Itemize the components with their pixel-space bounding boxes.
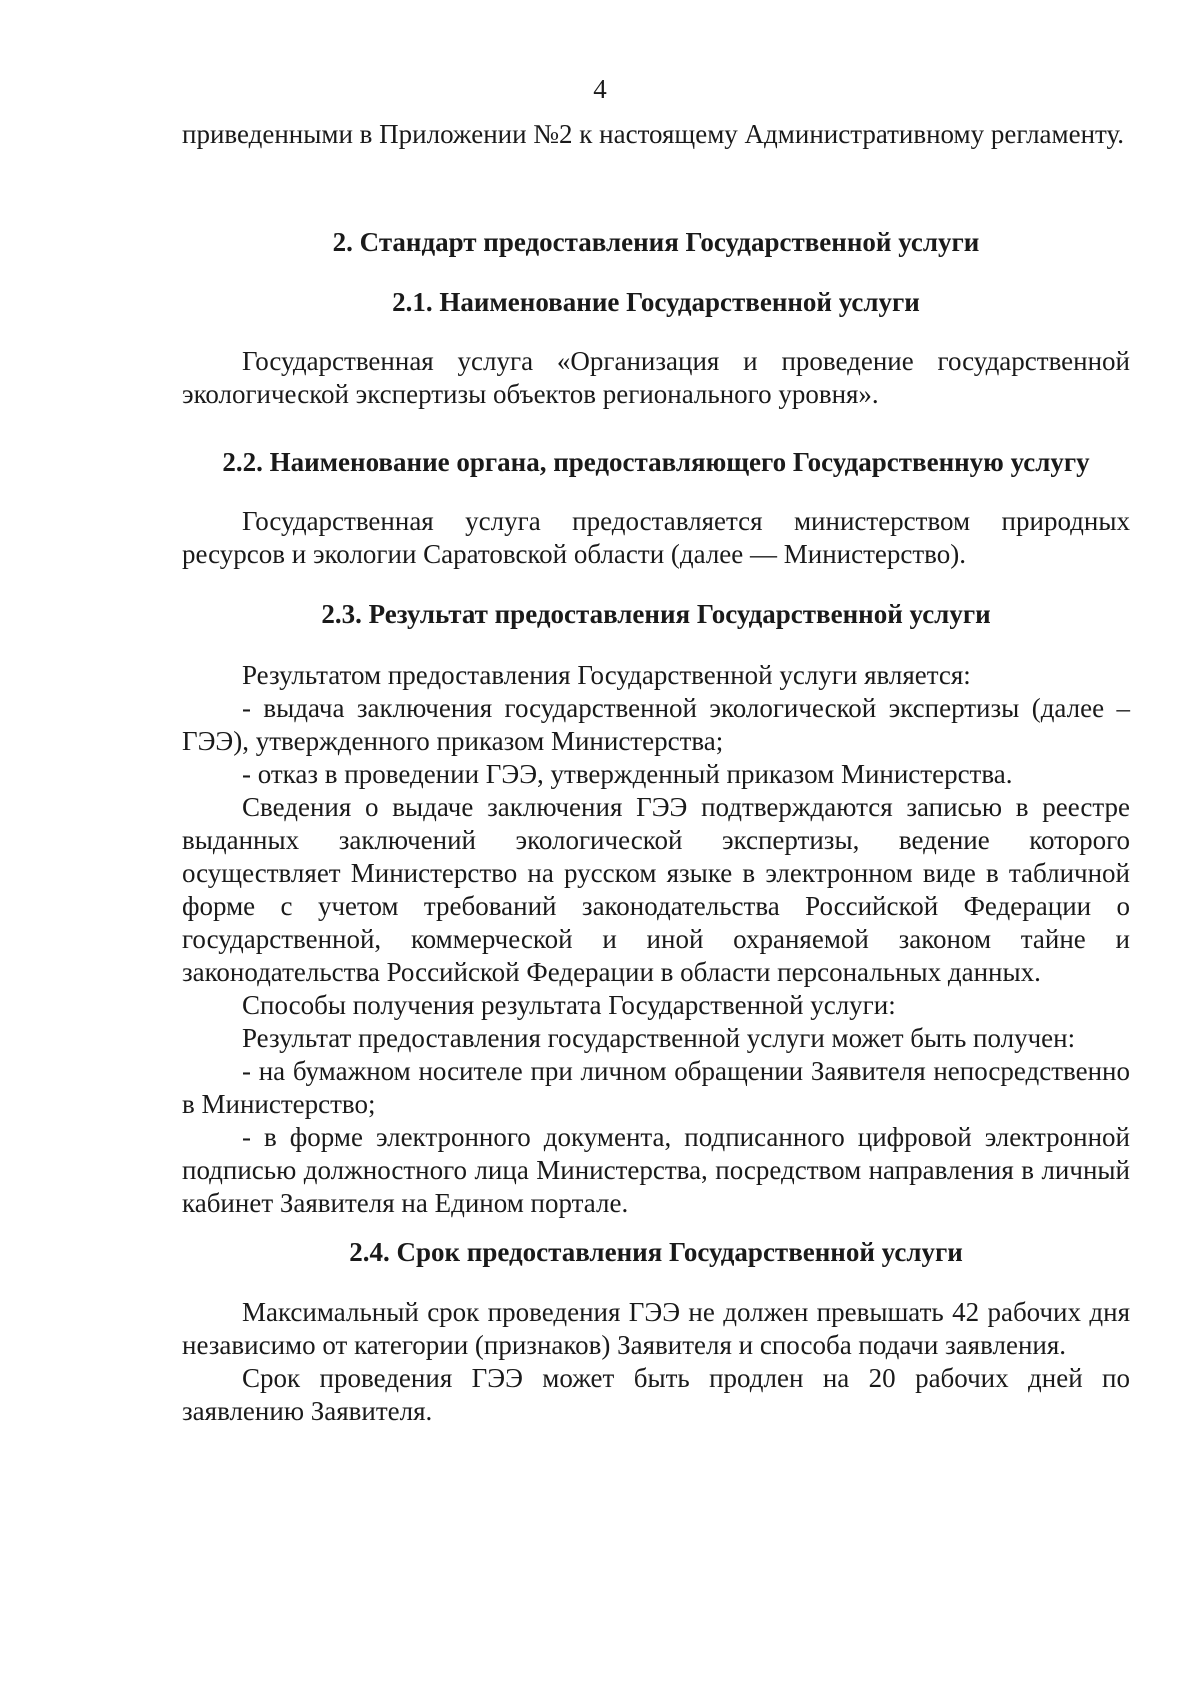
section-2-3-heading: 2.3. Результат предоставления Государственной услуги [321, 599, 991, 629]
intro-block [182, 118, 1130, 151]
method-electronic: - в форме электронного документа, подписанного цифровой электронной подписью должностного лица Министерства, посредством направления в личный кабинет Заявителя на Едином портале. [182, 1122, 1130, 1218]
method-paper: - на бумажном носителе при личном обращении Заявителя непосредственно в Министерство; [182, 1056, 1130, 1119]
section-2-3-body [182, 659, 1130, 1220]
section-2-4-heading: 2.4. Срок предоставления Государственной услуги [349, 1237, 963, 1267]
page-number: 4 [593, 74, 607, 104]
section-2-1-heading: 2.1. Наименование Государственной услуги [392, 287, 920, 317]
methods-intro: Результат предоставления государственной услуги может быть получен: [242, 1023, 1076, 1053]
section-2-4-body [182, 1296, 1130, 1428]
max-term-paragraph: Максимальный срок проведения ГЭЭ не должен превышать 42 рабочих дня независимо от категории (признаков) Заявителя и способа подачи заявления. [182, 1297, 1130, 1360]
section-2-2-paragraph: Государственная услуга предоставляется министерством природных ресурсов и экологии Саратовской области (далее — Министерство). [182, 506, 1130, 569]
section-2-1-paragraph: Государственная услуга «Организация и проведение государственной экологической экспертизы объектов регионального уровня». [182, 346, 1130, 409]
extension-paragraph: Срок проведения ГЭЭ может быть продлен на 20 рабочих дней по заявлению Заявителя. [182, 1363, 1130, 1426]
section-2-2-heading: 2.2. Наименование органа, предоставляющего Государственную услугу [222, 447, 1090, 477]
section-2-heading: 2. Стандарт предоставления Государственной услуги [332, 227, 980, 257]
section-2-2-body [182, 505, 1130, 571]
result-intro: Результатом предоставления Государственной услуги является: [242, 660, 971, 690]
result-item-refusal: - отказ в проведении ГЭЭ, утвержденный приказом Министерства. [242, 759, 1013, 789]
methods-heading-line: Способы получения результата Государственной услуги: [242, 990, 896, 1020]
section-2-1-body [182, 345, 1130, 411]
intro-paragraph: приведенными в Приложении №2 к настоящему Административному регламенту. [182, 119, 1125, 149]
registry-paragraph: Сведения о выдаче заключения ГЭЭ подтверждаются записью в реестре выданных заключений экологической экспертизы, ведение которого осуществляет Министерство на русском языке в электронном виде в табличной форме с учетом требований законодательства Российской Федерации о государственной, коммерческой и иной охраняемой законом тайне и законодательства Российской Федерации в области персональных данных. [182, 792, 1130, 987]
result-item-issue: - выдача заключения государственной экологической экспертизы (далее – ГЭЭ), утвержденного приказом Министерства; [182, 693, 1130, 756]
